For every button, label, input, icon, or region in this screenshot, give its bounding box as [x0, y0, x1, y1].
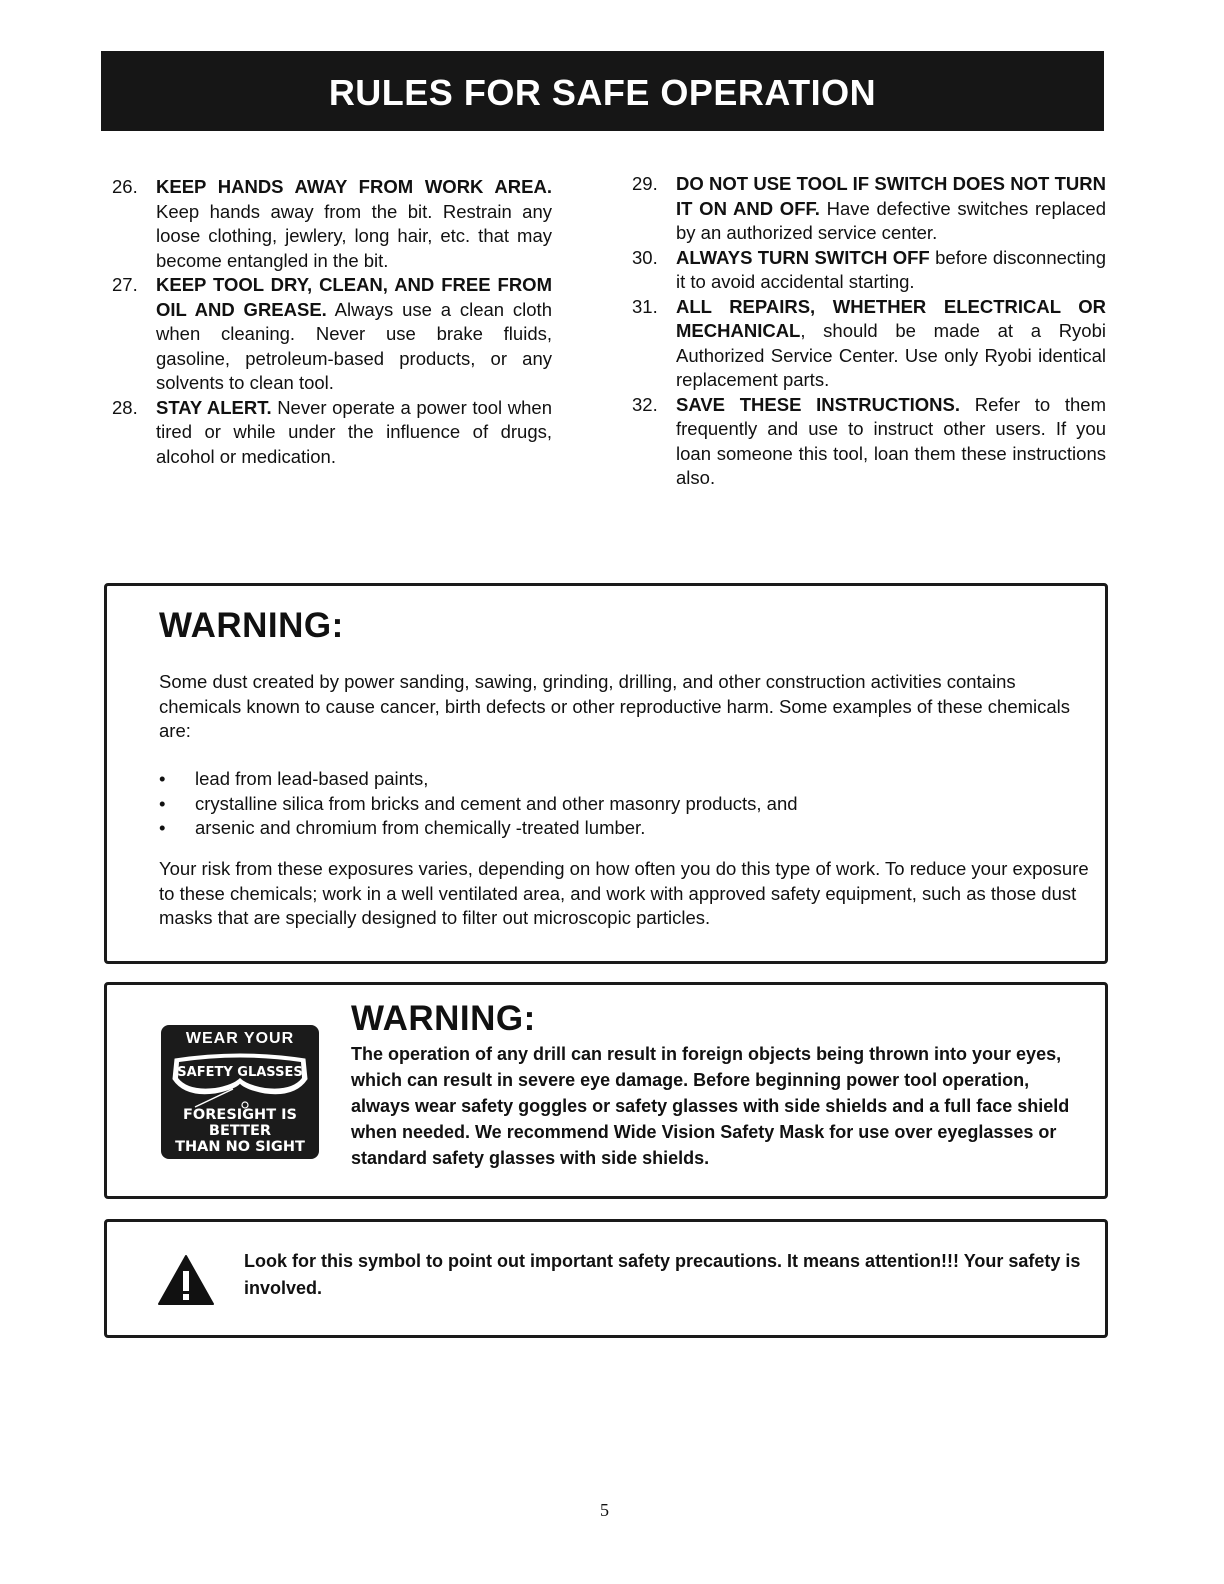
- rule-28: [112, 396, 552, 470]
- rule-30: [632, 246, 1106, 295]
- rule-number: 27.: [112, 274, 138, 295]
- eye-warning-text: The operation of any drill can result in foreign objects being thrown into your eyes, which can result in severe eye damage. Before beginning power tool operation, always wear safety goggles or safety glasses with side shields and a full face shield when needed. We recommend Wide Vision Safety Mask for use over eyeglasses or standard safety glasses with side shields.: [351, 1044, 1070, 1168]
- rule-text: before disconnecting it to avoid accidental starting.: [676, 246, 1106, 292]
- list-item-text: arsenic and chromium from chemically -treated lumber.: [195, 817, 646, 838]
- rule-number: 29.: [632, 173, 658, 194]
- rules-column-left: [112, 175, 552, 469]
- rule-number: 30.: [632, 246, 658, 268]
- safety-glasses-icon: [165, 1049, 315, 1109]
- badge-middle-text: SAFETY GLASSES: [177, 1065, 303, 1080]
- badge-bottom-line1: FORESIGHT IS BETTER: [183, 1107, 297, 1139]
- bullet-icon: •: [159, 792, 166, 814]
- rule-text: Have defective switches replaced by an authorized service center.: [676, 197, 1106, 243]
- rule-body: [156, 175, 552, 273]
- list-item-text: lead from lead-based paints,: [195, 768, 429, 789]
- rule-body: [156, 273, 552, 396]
- badge-top-text: WEAR YOUR: [185, 1030, 295, 1047]
- rule-31: [632, 295, 1106, 393]
- rule-26: [112, 175, 552, 273]
- warning-triangle-icon: [157, 1254, 215, 1306]
- rule-body: [676, 172, 1106, 246]
- bullet-icon: •: [159, 817, 166, 838]
- rule-text: Keep hands away from the bit. Restrain any loose clothing, jewlery, long hair, etc. that may become entangled in the bit.: [156, 200, 552, 271]
- rules-column-right: [632, 172, 1106, 491]
- rule-heading: ALWAYS TURN SWITCH OFF: [676, 246, 930, 268]
- rule-heading: KEEP TOOL DRY, CLEAN, AND FREE FROM OIL AND GREASE.: [156, 274, 552, 320]
- badge-bottom-text: [161, 1107, 319, 1155]
- rule-number: 31.: [632, 295, 658, 317]
- badge-bottom-line2: THAN NO SIGHT: [175, 1139, 305, 1155]
- rule-text: Always use a clean cloth when cleaning. Never use brake fluids, gasoline, petroleum-based products, or any solvents to clean tool.: [156, 298, 552, 393]
- eye-warning-box: [104, 982, 1108, 1199]
- list-item: [159, 816, 798, 841]
- header-bar: [101, 51, 1104, 131]
- rule-body: [676, 295, 1106, 393]
- bullet-icon: •: [159, 768, 166, 789]
- rule-number: 28.: [112, 396, 138, 418]
- list-item-text: crystalline silica from bricks and cement and other masonry products, and: [195, 792, 798, 814]
- rule-heading: ALL REPAIRS, WHETHER ELECTRICAL OR MECHANICAL: [676, 295, 1106, 341]
- rule-text: , should be made at a Ryobi Authorized Service Center. Use only Ryobi identical replacement parts.: [676, 320, 1106, 390]
- rule-27: [112, 273, 552, 396]
- rule-body: [676, 246, 1106, 295]
- list-item: [159, 792, 798, 817]
- warning-closing: Your risk from these exposures varies, depending on how often you do this type of work. To reduce your exposure to these chemicals; work in a well ventilated area, and work with approved safety equipment, such as those dust masks that are specially designed to filter out microscopic particles.: [159, 858, 1089, 928]
- safety-glasses-badge: [161, 1025, 319, 1159]
- safety-symbol-text: Look for this symbol to point out important safety precautions. It means attention!!! Your safety is involved.: [244, 1251, 1081, 1298]
- rule-heading: KEEP HANDS AWAY FROM WORK AREA.: [156, 176, 552, 197]
- rule-text: Refer to them frequently and use to instruct other users. If you loan someone this tool, loan them these instructions also.: [676, 393, 1106, 488]
- rule-32: [632, 393, 1106, 491]
- chemical-list: [159, 767, 798, 841]
- rule-text: Never operate a power tool when tired or while under the influence of drugs, alcohol or medication.: [156, 396, 552, 467]
- rule-heading: DO NOT USE TOOL IF SWITCH DOES NOT TURN IT ON AND OFF.: [676, 173, 1106, 219]
- page-title: RULES FOR SAFE OPERATION: [328, 72, 877, 113]
- rule-heading: SAVE THESE INSTRUCTIONS.: [676, 393, 961, 415]
- rule-body: [676, 393, 1106, 491]
- rule-29: [632, 172, 1106, 246]
- rule-number: 26.: [112, 176, 138, 197]
- dust-warning-box: [104, 583, 1108, 964]
- rule-heading: STAY ALERT.: [156, 396, 272, 418]
- warning-title: WARNING:: [351, 999, 536, 1038]
- page-number: 5: [600, 1500, 609, 1520]
- safety-symbol-box: [104, 1219, 1108, 1338]
- warning-title: WARNING:: [159, 606, 344, 645]
- rule-body: [156, 396, 552, 470]
- list-item: [159, 767, 798, 792]
- warning-intro: Some dust created by power sanding, sawing, grinding, drilling, and other construction activities contains chemicals known to cause cancer, birth defects or other reproductive harm. Some examples of these chemicals are:: [159, 671, 1071, 741]
- rule-number: 32.: [632, 393, 658, 415]
